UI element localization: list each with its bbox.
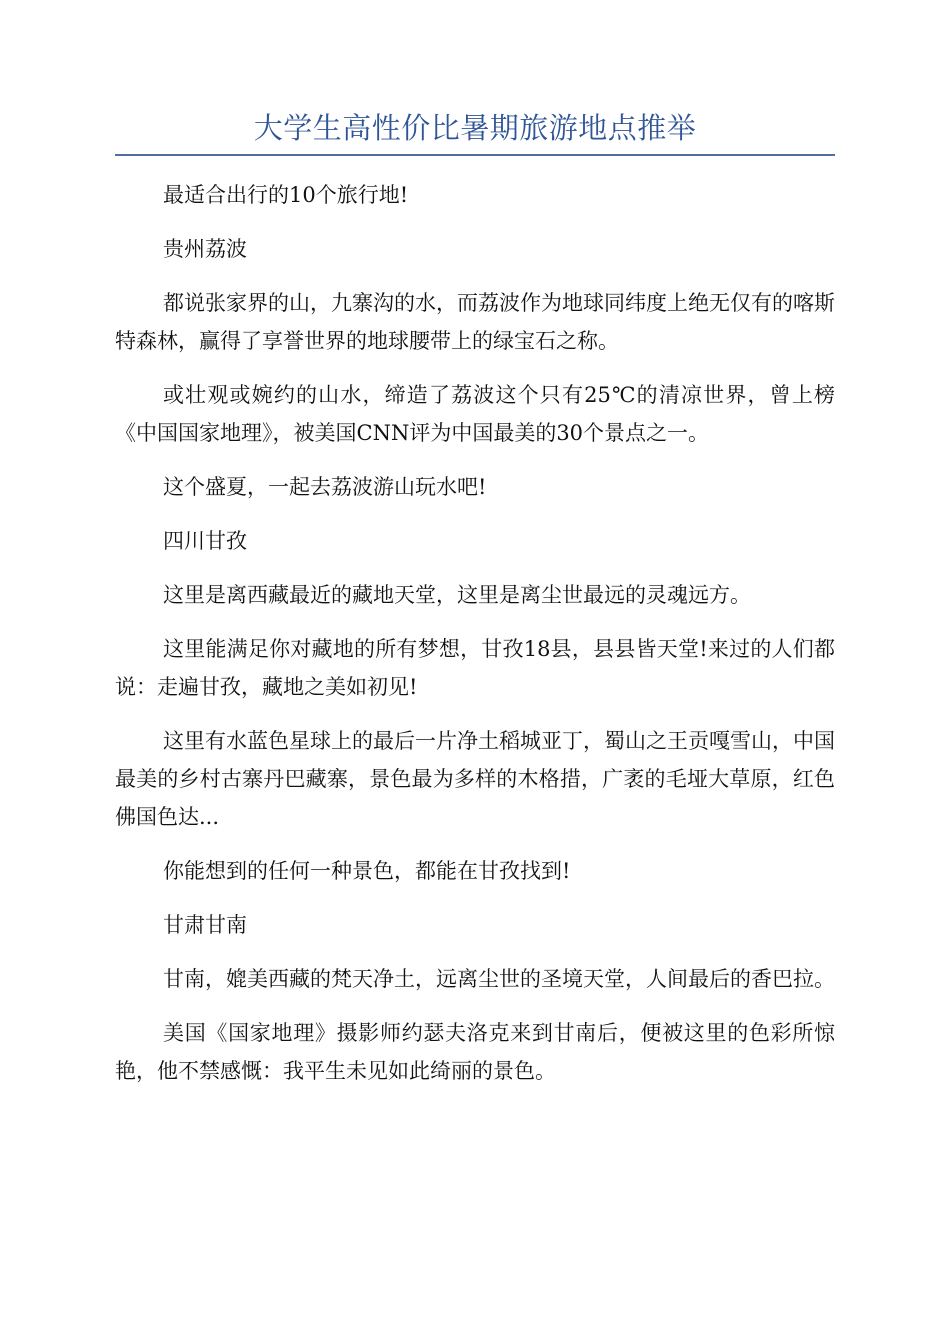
paragraph: 这里有水蓝色星球上的最后一片净土稻城亚丁，蜀山之王贡嘎雪山，中国最美的乡村古寨丹巴藏寨，景色最为多样的木格措，广袤的毛垭大草原，红色佛国色达... (115, 729, 835, 829)
paragraph: 美国《国家地理》摄影师约瑟夫洛克来到甘南后，便被这里的色彩所惊艳，他不禁感慨：我平生未见如此绮丽的景色。 (115, 1021, 835, 1083)
paragraph: 甘肃甘南 (163, 913, 247, 937)
document-body (115, 176, 835, 1106)
paragraph: 这里是离西藏最近的藏地天堂，这里是离尘世最远的灵魂远方。 (163, 583, 751, 607)
paragraph: 四川甘孜 (163, 529, 247, 553)
paragraph: 都说张家界的山，九寨沟的水，而荔波作为地球同纬度上绝无仅有的喀斯特森林，赢得了享誉世界的地球腰带上的绿宝石之称。 (115, 291, 835, 353)
paragraph: 你能想到的任何一种景色，都能在甘孜找到! (163, 859, 571, 883)
paragraph: 这个盛夏，一起去荔波游山玩水吧! (163, 475, 487, 499)
paragraph: 或壮观或婉约的山水，缔造了荔波这个只有25℃的清凉世界，曾上榜《中国国家地理》，被美国CNN评为中国最美的30个景点之一。 (115, 383, 835, 445)
paragraph: 最适合出行的10个旅行地! (163, 183, 409, 207)
paragraph: 甘南，媲美西藏的梵天净土，远离尘世的圣境天堂，人间最后的香巴拉。 (163, 967, 835, 991)
document-title: 大学生高性价比暑期旅游地点推举 (253, 111, 697, 145)
title-block (115, 108, 835, 156)
paragraph: 贵州荔波 (163, 237, 247, 261)
paragraph: 这里能满足你对藏地的所有梦想，甘孜18县，县县皆天堂!来过的人们都说：走遍甘孜，藏地之美如初见! (115, 637, 835, 699)
